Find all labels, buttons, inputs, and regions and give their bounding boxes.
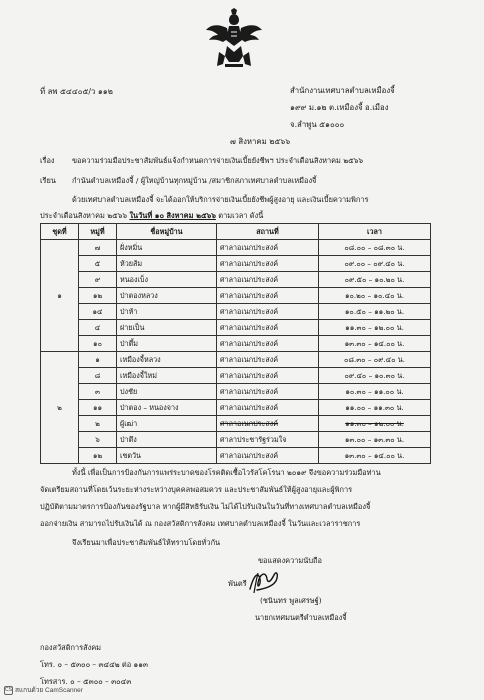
moo-cell: ๑๒	[79, 448, 117, 464]
moo-cell: ๘	[79, 368, 117, 384]
intro-line2-prefix: ประจำเดือนสิงหาคม ๒๕๖๖	[40, 211, 128, 220]
table-row	[41, 432, 431, 448]
time-cell: ๑๑.๓๐ – ๑๒.๐๐ น.	[319, 416, 431, 432]
village-cell: เชตวัน	[117, 448, 217, 464]
time-cell: ๐๙.๔๐ – ๑๐.๓๐ น.	[319, 368, 431, 384]
handwritten-signature	[228, 567, 288, 597]
camscanner-watermark	[4, 685, 83, 695]
moo-cell: ๓	[79, 384, 117, 400]
village-cell: ห้วยส้ม	[117, 256, 217, 272]
footer-department: กองสวัสดิการสังคม	[40, 643, 102, 652]
place-cell: ศาลาอเนกประสงค์	[217, 304, 319, 320]
time-cell: ๑๓.๓๐ – ๑๔.๐๐ น.	[319, 336, 431, 352]
closing-regards: ขอแสดงความนับถือ	[258, 556, 322, 565]
moo-cell: ๗	[79, 240, 117, 256]
place-cell: ศาลาอเนกประสงค์	[217, 416, 319, 432]
intro-line1: ด้วยเทศบาลตำบลเหมืองจี้ จะได้ออกให้บริการจ่ายเงินเบี้ยยังชีพผู้สูงอายุ และเงินเบี้ยความพิการ	[72, 195, 369, 204]
table-header-row	[41, 224, 431, 240]
time-cell: ๐๙.๐๐ – ๐๙.๔๐ น.	[319, 256, 431, 272]
set-number: ๑	[41, 240, 79, 352]
village-cell: ป่าตอง – หนองจาง	[117, 400, 217, 416]
village-cell: ปงชัย	[117, 384, 217, 400]
intro-payment-date: ในวันที่ ๑๐ สิงหาคม ๒๕๖๖	[129, 211, 216, 220]
time-cell: ๑๐.๒๐ – ๑๐.๔๐ น.	[319, 288, 431, 304]
table-row	[41, 352, 431, 368]
intro-line2-suffix: ตามเวลา ดังนี้	[218, 211, 264, 220]
footer-fax: โทรสาร. ๐ – ๕๓๐๐ – ๓๐๔๓	[40, 677, 132, 686]
place-cell: ศาลาอเนกประสงค์	[217, 240, 319, 256]
table-row	[41, 272, 431, 288]
village-cell: ฝั่งหมิ่น	[117, 240, 217, 256]
body-para2: จึงเรียนมาเพื่อประชาสัมพันธ์ให้ทราบโดยทั่วกัน	[72, 538, 221, 547]
table-row	[41, 256, 431, 272]
place-cell: ศาลาอเนกประสงค์	[217, 384, 319, 400]
moo-cell: ๒	[79, 416, 117, 432]
table-row	[41, 400, 431, 416]
signer-title: นายกเทศมนตรีตำบลเหมืองจี้	[255, 613, 347, 622]
time-cell: ๑๓.๐๐ – ๑๓.๓๐ น.	[319, 432, 431, 448]
place-cell: ศาลาอเนกประสงค์	[217, 400, 319, 416]
table-row	[41, 448, 431, 464]
moo-cell: ๑๐	[79, 336, 117, 352]
table-row	[41, 240, 431, 256]
moo-cell: ๙	[79, 272, 117, 288]
camscanner-logo-icon: CS	[5, 686, 12, 693]
village-cell: หนองเบ็ง	[117, 272, 217, 288]
village-cell: ผู้เฒ่า	[117, 416, 217, 432]
place-cell: ศาลาประชารัฐร่วมใจ	[217, 432, 319, 448]
place-cell: ศาลาอเนกประสงค์	[217, 448, 319, 464]
table-row	[41, 416, 431, 432]
moo-cell: ๔	[79, 320, 117, 336]
recipient-text: กำนันตำบลเหมืองจี้ / ผู้ใหญ่บ้านทุกหมู่บ้าน /สมาชิกสภาเทศบาลตำบลเหมืองจี้	[72, 176, 317, 185]
signer-name: (ชนินทร พูลเศรษฐ์)	[260, 596, 322, 605]
body-para1-line2: จัดเตรียมสถานที่โดยเว้นระยะห่างระหว่างบุคคลพอสมควร และประชาสัมพันธ์ให้ผู้สูงอายุและผู้พิการ	[40, 485, 353, 494]
org-address-line1: ๑๙๙ ม.๑๒ ต.เหมืองจี้ อ.เมือง	[290, 103, 389, 112]
header-village: ชื่อหมู่บ้าน	[117, 224, 217, 240]
body-para1-line3: ปฏิบัติตามมาตรการป้องกันของรัฐบาล หากผู้มีสิทธิรับเงิน ไม่ได้ไปรับเงินในวันที่ทางเทศบาลตำบลเหมืองจี้	[40, 502, 371, 511]
org-address-line2: จ.ลำพูน ๕๑๐๐๐	[290, 120, 345, 129]
place-cell: ศาลาอเนกประสงค์	[217, 256, 319, 272]
reference-number: ที่ ลพ ๕๔๔๐๕/ว ๑๑๒	[40, 87, 113, 96]
schedule-table	[40, 223, 431, 464]
sign-prefix: พันตรี	[228, 579, 247, 588]
village-cell: ป่าตองหลวง	[117, 288, 217, 304]
time-cell: ๐๘.๐๐ – ๐๘.๓๐ น.	[319, 240, 431, 256]
time-cell: ๑๓.๓๐ – ๑๔.๐๐ น.	[319, 448, 431, 464]
table-row	[41, 384, 431, 400]
table-row	[41, 288, 431, 304]
header-set: ชุดที่	[41, 224, 79, 240]
subject-text: ขอความร่วมมือประชาสัมพันธ์แจ้งกำหนดการจ่ายเงินเบี้ยยังชีพฯ ประจำเดือนสิงหาคม ๒๕๖๖	[72, 156, 364, 165]
village-cell: ป่าห้า	[117, 304, 217, 320]
time-cell: ๑๐.๕๐ – ๑๑.๒๐ น.	[319, 304, 431, 320]
table-row	[41, 336, 431, 352]
place-cell: ศาลาอเนกประสงค์	[217, 272, 319, 288]
village-cell: ป่าตึ้ม	[117, 336, 217, 352]
header-time: เวลา	[319, 224, 431, 240]
place-cell: ศาลาอเนกประสงค์	[217, 336, 319, 352]
place-cell: ศาลาอเนกประสงค์	[217, 288, 319, 304]
camscanner-label: สแกนด้วย CamScanner	[15, 687, 83, 694]
table-row	[41, 368, 431, 384]
set-number: ๒	[41, 352, 79, 464]
moo-cell: ๑๒	[79, 288, 117, 304]
time-cell: ๑๑.๐๐ – ๑๑.๓๐ น.	[319, 400, 431, 416]
table-row	[41, 304, 431, 320]
place-cell: ศาลาอเนกประสงค์	[217, 352, 319, 368]
header-moo: หมู่ที่	[79, 224, 117, 240]
subject-label: เรื่อง	[40, 156, 55, 165]
body-para1-line1: ทั้งนี้ เพื่อเป็นการป้องกันการแพร่ระบาดของโรคติดเชื้อไวรัสโคโรนา ๒๐๑๙ จึงขอความร่วมมือท่าน	[72, 468, 381, 477]
recipient-label: เรียน	[40, 176, 56, 185]
village-cell: ป่าตึง	[117, 432, 217, 448]
intro-line2	[40, 210, 263, 222]
moo-cell: ๑๑	[79, 400, 117, 416]
village-cell: ฝายเป็น	[117, 320, 217, 336]
garuda-emblem-icon	[205, 8, 263, 68]
place-cell: ศาลาอเนกประสงค์	[217, 320, 319, 336]
moo-cell: ๕	[79, 256, 117, 272]
moo-cell: ๑๔	[79, 304, 117, 320]
table-row	[41, 320, 431, 336]
moo-cell: ๑	[79, 352, 117, 368]
place-cell: ศาลาอเนกประสงค์	[217, 368, 319, 384]
time-cell: ๐๙.๕๐ – ๑๐.๒๐ น.	[319, 272, 431, 288]
village-cell: เหมืองจี้ใหม่	[117, 368, 217, 384]
moo-cell: ๖	[79, 432, 117, 448]
time-cell: ๐๘.๓๐ – ๐๙.๔๐ น.	[319, 352, 431, 368]
document-date: ๗ สิงหาคม ๒๕๖๖	[230, 137, 291, 146]
header-place: สถานที่	[217, 224, 319, 240]
org-name: สำนักงานเทศบาลตำบลเหมืองจี้	[290, 86, 395, 95]
footer-phone: โทร. ๐ – ๕๓๐๐ – ๓๔๔๒ ต่อ ๑๑๓	[40, 660, 148, 669]
time-cell: ๑๑.๓๐ – ๑๒.๐๐ น.	[319, 320, 431, 336]
time-cell: ๑๐.๓๐ – ๑๑.๐๐ น.	[319, 384, 431, 400]
body-para1-line4: ออกจ่ายเงิน สามารถไปรับเงินได้ ณ กองสวัสดิการสังคม เทศบาลตำบลเหมืองจี้ ในวันและเวลาราชการ	[40, 519, 361, 528]
village-cell: เหมืองจี้หลวง	[117, 352, 217, 368]
